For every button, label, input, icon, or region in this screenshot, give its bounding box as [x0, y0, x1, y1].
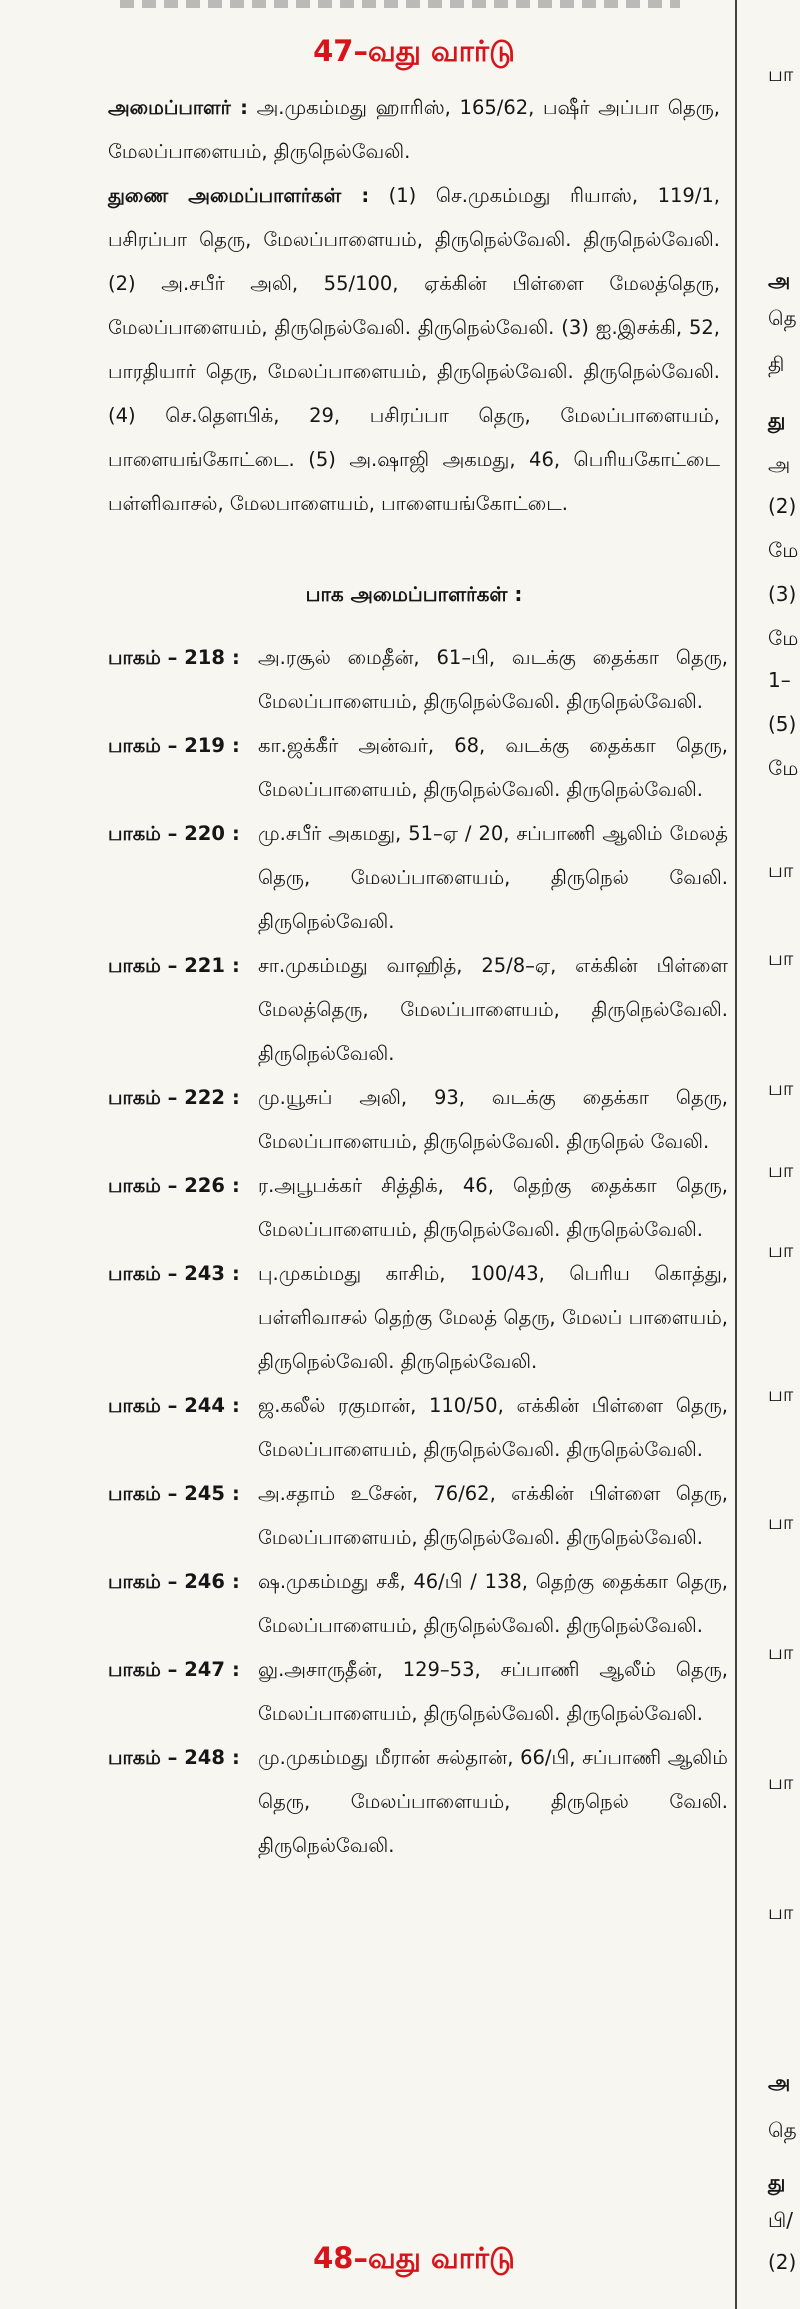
adjacent-column-text: அ — [768, 2070, 791, 2094]
booth-entry — [108, 1252, 728, 1384]
adjacent-column-text: (3) — [768, 582, 797, 606]
booth-organizer-address: அ.சதாம் உசேன், 76/62, எக்கின் பிள்ளை தெரு, மேலப்பாளையம், திருநெல்வேலி. திருநெல்வேலி. — [258, 1482, 728, 1549]
booth-entry — [108, 1648, 728, 1736]
booth-organizer-address: மு.முகம்மது மீரான் சுல்தான், 66/பி, சப்பாணி ஆலிம் தெரு, மேலப்பாளையம், திருநெல் வேலி. திருநெல்வேலி. — [258, 1746, 728, 1857]
booth-organizer-address: சா.முகம்மது வாஹித், 25/8–ஏ, எக்கின் பிள்ளை மேலத்தெரு, மேலப்பாளையம், திருநெல்வேலி. திருநெல்வேலி. — [258, 954, 728, 1065]
booth-number: பாகம் – 247 — [108, 1658, 225, 1681]
booth-entry — [108, 724, 728, 812]
adjacent-column-text: தெ — [768, 2118, 797, 2142]
adjacent-column-text: (5) — [768, 712, 797, 736]
booth-colon: : — [232, 734, 240, 757]
adjacent-column-text: து — [768, 2170, 786, 2194]
booth-colon: : — [232, 1482, 240, 1505]
booth-colon: : — [232, 1746, 240, 1769]
adjacent-column-text: மே — [768, 626, 799, 650]
adjacent-column-text: அ — [768, 268, 791, 292]
booth-entry — [108, 812, 728, 944]
booth-colon: : — [232, 1174, 240, 1197]
adjacent-column-text: அ — [768, 452, 791, 476]
adjacent-column-text: து — [768, 408, 786, 432]
column-divider — [735, 0, 737, 2309]
booth-number: பாகம் – 246 — [108, 1570, 225, 1593]
booth-entry — [108, 944, 728, 1076]
booth-organizer-address: லு.அசாருதீன், 129–53, சப்பாணி ஆலீம் தெரு, மேலப்பாளையம், திருநெல்வேலி. திருநெல்வேலி. — [258, 1658, 728, 1725]
adjacent-column-text: பா — [768, 946, 794, 970]
organizer-paragraph — [108, 86, 720, 174]
adjacent-column-text: பா — [768, 1076, 794, 1100]
booth-organizer-address: ஷ.முகம்மது சகீ, 46/பி / 138, தெற்கு தைக்கா தெரு, மேலப்பாளையம், திருநெல்வேலி. திருநெல்வேலி. — [258, 1570, 728, 1637]
booth-number: பாகம் – 243 — [108, 1262, 225, 1285]
organizer-label: அமைப்பாளர் : — [108, 96, 248, 119]
booth-entry — [108, 636, 728, 724]
booth-colon: : — [232, 1394, 240, 1417]
deputy-text: (1) செ.முகம்மது ரியாஸ், 119/1, பசிரப்பா தெரு, மேலப்பாளையம், திருநெல்வேலி. திருநெல்வேலி. (2) அ.சபீர் அலி, 55/100, ஏக்கின் பிள்ளை மேலத்தெரு, மேலப்பாளையம், திருநெல்வேலி. திருநெல்வேலி. (3) ஐ.இசக்கி, 52, பாரதியார் தெரு, மேலப்பாளையம், திருநெல்வேலி. திருநெல்வேலி. (4) செ.தௌபிக், 29, பசிரப்பா தெரு, மேலப்பாளையம், பாளையங்கோட்டை. (5) அ.ஷாஜி அகமது, 46, பெரியகோட்டை பள்ளிவாசல், மேலபாளையம், பாளையங்கோட்டை. — [108, 184, 720, 515]
booth-colon: : — [232, 1262, 240, 1285]
adjacent-column-text: தெ — [768, 306, 797, 330]
adjacent-column-text: மே — [768, 756, 799, 780]
ward-48-heading: 48–வது வார்டு — [313, 2241, 515, 2275]
adjacent-column-text: பா — [768, 1640, 794, 1664]
booth-entry — [108, 1076, 728, 1164]
booth-entry — [108, 1472, 728, 1560]
booth-organizer-address: பு.முகம்மது காசிம், 100/43, பெரிய கொத்து, பள்ளிவாசல் தெற்கு மேலத் தெரு, மேலப் பாளையம், திருநெல்வேலி. திருநெல்வேலி. — [258, 1262, 728, 1373]
booth-colon: : — [232, 1658, 240, 1681]
adjacent-column-text: பா — [768, 1158, 794, 1182]
booth-organizer-address: ர.அபூபக்கர் சித்திக், 46, தெற்கு தைக்கா தெரு, மேலப்பாளையம், திருநெல்வேலி. திருநெல்வேலி. — [258, 1174, 728, 1241]
booth-number: பாகம் – 222 — [108, 1086, 225, 1109]
booth-number: பாகம் – 248 — [108, 1746, 225, 1769]
booth-colon: : — [232, 1086, 240, 1109]
booth-entry — [108, 1560, 728, 1648]
adjacent-column-text: பா — [768, 62, 794, 86]
adjacent-column-text: பா — [768, 1238, 794, 1262]
ward-47-heading: 47–வது வார்டு — [313, 34, 515, 68]
booth-entry — [108, 1736, 728, 1868]
adjacent-column-text: பா — [768, 1770, 794, 1794]
cropped-text-edge — [120, 0, 680, 8]
booth-organizer-address: மு.யூசுப் அலி, 93, வடக்கு தைக்கா தெரு, மேலப்பாளையம், திருநெல்வேலி. திருநெல் வேலி. — [258, 1086, 728, 1153]
booth-colon: : — [232, 822, 240, 845]
booth-entry — [108, 1164, 728, 1252]
adjacent-column-text: பா — [768, 858, 794, 882]
organizer-text: அ.முகம்மது ஹாரிஸ், 165/62, பஷீர் அப்பா தெரு, மேலப்பாளையம், திருநெல்வேலி. — [108, 96, 720, 163]
adjacent-column-text: 1– — [768, 668, 791, 692]
adjacent-column-fragment — [740, 0, 800, 2309]
booth-number: பாகம் – 218 — [108, 646, 225, 669]
adjacent-column-text: பா — [768, 1510, 794, 1534]
booth-entry — [108, 1384, 728, 1472]
adjacent-column-text: (2) — [768, 494, 797, 518]
booth-number: பாகம் – 245 — [108, 1482, 225, 1505]
booth-number: பாகம் – 220 — [108, 822, 225, 845]
booth-organizers-title: பாக அமைப்பாளர்கள் : — [305, 582, 523, 606]
booth-number: பாகம் – 226 — [108, 1174, 225, 1197]
booth-number: பாகம் – 221 — [108, 954, 225, 977]
booth-number: பாகம் – 244 — [108, 1394, 225, 1417]
adjacent-column-text: தி — [768, 352, 785, 376]
booth-colon: : — [232, 954, 240, 977]
deputy-organizers-paragraph — [108, 174, 720, 526]
booth-organizer-address: ஜ.கலீல் ரகுமான், 110/50, எக்கின் பிள்ளை தெரு, மேலப்பாளையம், திருநெல்வேலி. திருநெல்வேலி. — [258, 1394, 728, 1461]
booth-list — [108, 636, 728, 1868]
adjacent-column-text: பா — [768, 1382, 794, 1406]
adjacent-column-text: (2) — [768, 2250, 797, 2274]
adjacent-column-text: மே — [768, 538, 799, 562]
booth-colon: : — [232, 646, 240, 669]
booth-number: பாகம் – 219 — [108, 734, 225, 757]
adjacent-column-text: பி/ — [768, 2208, 793, 2232]
booth-organizer-address: அ.ரசூல் மைதீன், 61–பி, வடக்கு தைக்கா தெரு, மேலப்பாளையம், திருநெல்வேலி. திருநெல்வேலி. — [258, 646, 728, 713]
booth-organizer-address: கா.ஜக்கீர் அன்வர், 68, வடக்கு தைக்கா தெரு, மேலப்பாளையம், திருநெல்வேலி. திருநெல்வேலி. — [258, 734, 728, 801]
booth-organizer-address: மு.சபீர் அகமது, 51–ஏ / 20, சப்பாணி ஆலிம் மேலத் தெரு, மேலப்பாளையம், திருநெல் வேலி. திருநெல்வேலி. — [258, 822, 728, 933]
adjacent-column-text: பா — [768, 1900, 794, 1924]
booth-colon: : — [232, 1570, 240, 1593]
deputy-label: துணை அமைப்பாளர்கள் : — [108, 184, 370, 207]
